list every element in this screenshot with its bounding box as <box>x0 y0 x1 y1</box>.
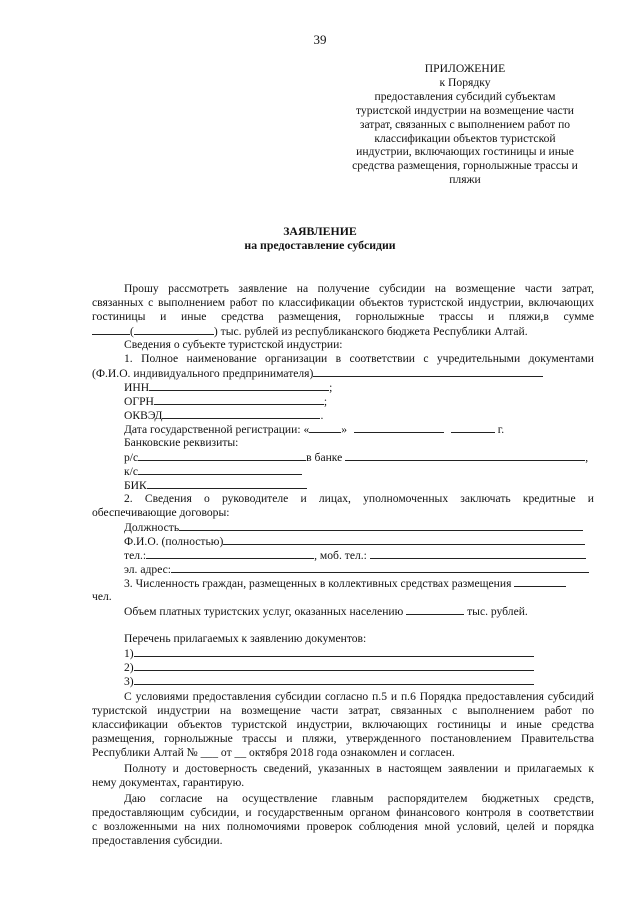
fio-label: Ф.И.О. (полностью) <box>124 535 224 548</box>
document-item-field[interactable] <box>134 674 534 685</box>
intro-line-4-end: ) тыс. рублей из республиканского бюджета Республики Алтай. <box>213 325 528 338</box>
intro-paren-open: ( <box>130 325 134 338</box>
guarantee-line-1: Полноту и достоверность сведений, указанных в настоящем заявлении и прилагаемых к <box>124 762 594 775</box>
ogrn-row <box>124 394 327 408</box>
document-item <box>124 674 534 688</box>
item1-ip-label: (Ф.И.О. индивидуального предпринимателя) <box>92 367 314 380</box>
email-label: эл. адрес: <box>124 563 171 576</box>
ogrn-semicolon: ; <box>323 395 328 408</box>
reg-date-quote: » <box>341 423 348 436</box>
ogrn-label: ОГРН <box>124 395 154 408</box>
intro-line-3: гостиницы и иные средства размещения, горнолыжные трассы и пляжи,в сумме <box>92 310 594 323</box>
appendix-line: пляжи <box>449 173 481 187</box>
reg-date-g: г. <box>497 423 505 436</box>
item3-row <box>124 576 566 590</box>
document-item-field[interactable] <box>134 660 534 671</box>
appendix-line: к Порядку <box>439 75 491 89</box>
item3-unit: чел. <box>92 590 112 603</box>
page-number: 39 <box>313 32 327 47</box>
volume-unit: тыс. рублей. <box>467 605 528 618</box>
phone-label: тел.: <box>124 549 147 562</box>
item1-line-1: 1. Полное наименование организации в соответствии с учредительными документами <box>124 352 594 365</box>
bank-label: в банке <box>306 451 343 464</box>
fio-field[interactable] <box>223 534 585 545</box>
mobile-field[interactable] <box>370 548 586 559</box>
appendix-line: классификации объектов туристской <box>374 131 556 145</box>
reg-year-field[interactable] <box>451 422 495 433</box>
intro-line-1: Прошу рассмотреть заявление на получение субсидии на возмещение части затрат, <box>124 282 594 295</box>
inn-label: ИНН <box>124 381 150 394</box>
item3-label: 3. Численность граждан, размещенных в коллективных средствах размещения <box>124 577 512 590</box>
inn-row <box>124 380 332 394</box>
volume-row <box>124 604 528 618</box>
appendix-block <box>330 62 600 187</box>
fio-row <box>124 534 585 548</box>
document-item-number: 1) <box>124 647 134 660</box>
bank-name-field[interactable] <box>345 450 585 461</box>
appendix-line: средства размещения, горнолыжные трассы и <box>352 159 578 173</box>
ks-field[interactable] <box>138 464 302 475</box>
okved-dot: . <box>320 409 324 422</box>
conditions-line-1: С условиями предоставления субсидии согласно п.5 и п.6 Порядка предоставления субсидий <box>124 690 594 703</box>
item1-line-2 <box>92 366 543 380</box>
mobile-label: , моб. тел.: <box>314 549 367 562</box>
conditions-line-2: туристской индустрии на возмещение части затрат, связанных с выполнением работ по <box>92 704 594 717</box>
okved-label: ОКВЭД <box>124 409 163 422</box>
bik-label: БИК <box>124 479 147 492</box>
bik-row <box>124 478 307 492</box>
rs-label: р/с <box>124 451 139 464</box>
appendix-line: индустрии, включающих гостиницы и иные <box>356 145 574 159</box>
conditions-line-4: размещения, горнолыжные трассы и пляжи, утвержденного постановлением Правительства <box>92 732 594 745</box>
position-label: Должность <box>124 521 180 534</box>
document-item-field[interactable] <box>134 646 534 657</box>
document-item <box>124 660 534 674</box>
bank-comma: , <box>585 451 589 464</box>
email-row <box>124 562 589 576</box>
phone-row <box>124 548 586 562</box>
intro-line-2: связанных с выполнением работ по классификации объектов туристской индустрии, включающих <box>92 296 594 309</box>
inn-field[interactable] <box>149 380 329 391</box>
documents-header: Перечень прилагаемых к заявлению документов: <box>124 632 367 645</box>
ks-label: к/с <box>124 465 138 478</box>
volume-label: Объем платных туристских услуг, оказанных населению <box>124 605 404 618</box>
reg-month-field[interactable] <box>354 422 444 433</box>
appendix-line: ПРИЛОЖЕНИЕ <box>424 62 506 75</box>
item2-line-1: 2. Сведения о руководителе и лицах, уполномоченных заключать кредитные и <box>124 492 594 505</box>
guests-count-field[interactable] <box>514 576 566 587</box>
conditions-line-5: Республики Алтай № ___ от __ октября 2018 года ознакомлен и согласен. <box>92 746 455 759</box>
appendix-line: туристской индустрии на возмещение части <box>356 103 574 117</box>
intro-line-4 <box>92 324 528 338</box>
amount-words-blank[interactable] <box>134 324 214 335</box>
reg-date-label: Дата государственной регистрации: « <box>124 423 310 436</box>
rs-field[interactable] <box>138 450 306 461</box>
okved-field[interactable] <box>162 408 320 419</box>
conditions-line-3: классификации объектов туристской индустрии, включающих гостиницы и иные средства <box>92 718 594 731</box>
org-name-blank[interactable] <box>313 366 543 377</box>
item2-line-2: обеспечивающие договоры: <box>92 506 230 519</box>
reg-date-row <box>124 422 504 436</box>
info-header: Сведения о субъекте туристской индустрии: <box>124 338 343 351</box>
document-item-number: 2) <box>124 661 134 674</box>
position-row <box>124 520 583 534</box>
consent-line-4: предоставления субсидии. <box>92 834 223 847</box>
consent-line-1: Даю согласие на осуществление главным распорядителем бюджетных средств, <box>124 792 594 805</box>
email-field[interactable] <box>171 562 589 573</box>
phone-field[interactable] <box>146 548 314 559</box>
document-item <box>124 646 534 660</box>
position-field[interactable] <box>179 520 583 531</box>
inn-semicolon: ; <box>329 381 333 394</box>
document-subtitle: на предоставление субсидии <box>244 238 396 252</box>
volume-field[interactable] <box>406 604 464 615</box>
rs-row <box>124 450 588 464</box>
bik-field[interactable] <box>147 478 307 489</box>
ogrn-field[interactable] <box>154 394 324 405</box>
consent-line-3: с возложенными на них полномочиями проверок соблюдения мной условий, целей и порядка <box>92 820 594 833</box>
consent-line-2: предоставляющим субсидии, и государственным органом финансового контроля в соответствии <box>92 806 594 819</box>
ks-row <box>124 464 302 478</box>
okved-row <box>124 408 323 422</box>
guarantee-line-2: нему документах, гарантирую. <box>92 776 245 789</box>
bank-details-label: Банковские реквизиты: <box>124 436 239 449</box>
appendix-line: предоставления субсидий субъектам <box>374 89 556 103</box>
document-item-number: 3) <box>124 675 134 688</box>
amount-digits-blank[interactable] <box>92 324 130 335</box>
appendix-line: затрат, связанных с выполнением работ по <box>359 117 571 131</box>
document-title: ЗАЯВЛЕНИЕ <box>283 224 357 238</box>
reg-day-field[interactable] <box>309 422 341 433</box>
